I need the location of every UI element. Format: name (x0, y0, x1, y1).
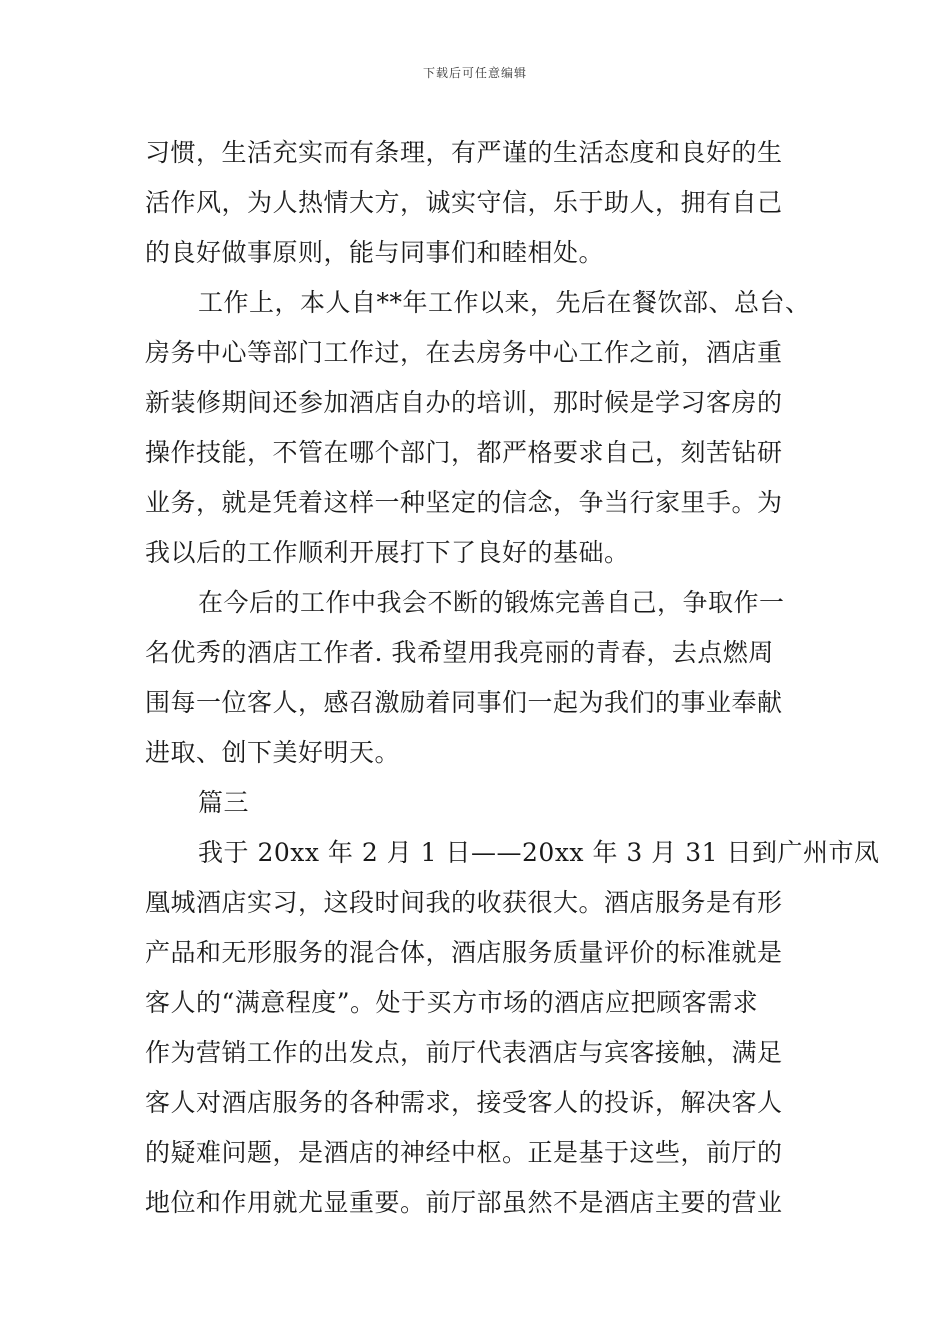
text-line: 客人的“满意程度”。处于买方市场的酒店应把顾客需求 (145, 988, 759, 1017)
text-line: 操作技能，不管在哪个部门，都严格要求自己，刻苦钻研 (145, 438, 783, 467)
text-line: 产品和无形服务的混合体，酒店服务质量评价的标准就是 (145, 938, 783, 967)
text-line: 围每一位客人，感召激励着同事们一起为我们的事业奉献 (145, 688, 783, 717)
paragraph-first-line: 工作上，本人自**年工作以来，先后在餐饮部、总台、 (198, 288, 811, 317)
text-line: 客人对酒店服务的各种需求，接受客人的投诉，解决客人 (145, 1088, 783, 1117)
text-line: 的良好做事原则，能与同事们和睦相处。 (145, 238, 605, 267)
text-line: 作为营销工作的出发点，前厅代表酒店与宾客接触，满足 (145, 1038, 783, 1067)
text-line: 活作风，为人热情大方，诚实守信，乐于助人，拥有自己 (145, 188, 783, 217)
text-line: 房务中心等部门工作过，在去房务中心工作之前，酒店重 (145, 338, 783, 367)
text-line: 我以后的工作顺利开展打下了良好的基础。 (145, 538, 630, 567)
body-text (145, 128, 880, 1228)
text-line: 名优秀的酒店工作者. 我希望用我亮丽的青春，去点燃周 (145, 638, 774, 667)
paragraph-first-line: 我于 20xx 年 2 月 1 日——20xx 年 3 月 31 日到广州市凤 (198, 838, 880, 867)
text-line: 进取、创下美好明天。 (145, 738, 401, 767)
text-line: 地位和作用就尤显重要。前厅部虽然不是酒店主要的营业 (145, 1188, 783, 1217)
text-line: 凰城酒店实习，这段时间我的收获很大。酒店服务是有形 (145, 888, 783, 917)
text-line: 的疑难问题，是酒店的神经中枢。正是基于这些，前厅的 (145, 1138, 783, 1167)
text-line: 新装修期间还参加酒店自办的培训，那时候是学习客房的 (145, 388, 783, 417)
paragraph-first-line: 在今后的工作中我会不断的锻炼完善自己，争取作一 (198, 588, 785, 617)
page-header: 下载后可任意编辑 (422, 66, 527, 80)
text-line: 习惯，生活充实而有条理，有严谨的生活态度和良好的生 (145, 138, 783, 167)
text-line: 业务，就是凭着这样一种坚定的信念，争当行家里手。为 (145, 488, 783, 517)
section-heading: 篇三 (198, 788, 250, 817)
